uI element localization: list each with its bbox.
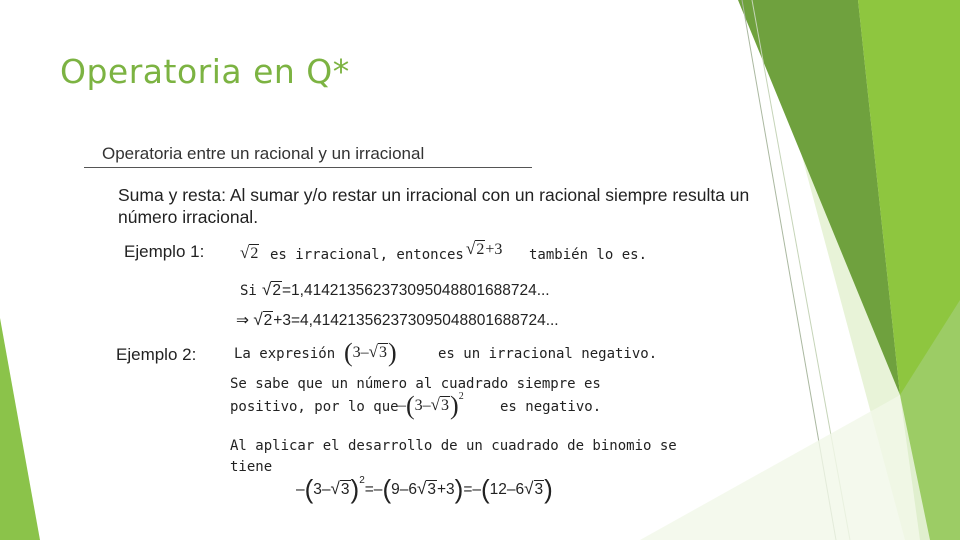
exponent: 2 [458,391,464,402]
subtitle-underline [84,167,532,168]
faint-wedge [640,395,930,540]
plus-three: +3 [436,481,455,498]
close-paren: ) [450,391,459,420]
example-2-label: Ejemplo 2: [116,345,197,364]
example-2-text-d: positivo, por lo que [230,399,399,415]
example-2-text-f: Al aplicar el desarrollo de un cuadrado de binomio se [230,438,677,454]
open-paren: ( [406,391,415,420]
example-2-text-e: es negativo. [500,399,602,415]
plus-three: +3 [485,241,503,258]
binomial-expansion-equation: $-(3-√3)^2=-(9-6√3+3)=-(12-6√3)$ [296,474,553,504]
example-2-text-b: es un irracional negativo. [438,346,658,362]
minus-six-2: –6 [506,481,525,498]
sqrt2-plus-3: √2+3 [466,239,503,258]
left-green-triangle [0,318,40,540]
radicand: 3 [441,397,450,414]
open-paren: ( [304,474,314,504]
slide-title: Operatoria en Q* [60,52,350,91]
intro-paragraph: Suma y resta: Al sumar y/o restar un irracional con un racional siempre resulta un número irracional. [118,185,750,227]
minus: – [422,397,431,414]
neg-square-expression: $-(3-√3)^2$ [398,391,464,420]
example-1-text-a: es irracional, entonces [270,247,464,263]
three: 3 [414,397,423,414]
example-1-label: Ejemplo 1: [124,242,205,261]
neg-sign: – [398,397,406,414]
close-paren: ) [350,474,360,504]
three: 3 [313,481,322,498]
sqrt2-decimal: =1,41421356237309504880168872 [281,282,529,299]
open-paren: ( [344,338,353,367]
example-2-text-g: tiene [230,459,273,475]
implies-arrow: ⇒ [236,312,249,329]
minus: – [321,481,331,498]
sum-decimal: =4,41421356237309504880168872 [290,312,538,329]
example-2-text-c: Se sabe que un número al cuadrado siempre es [230,376,601,392]
exponent: 2 [359,475,365,486]
radicand: 3 [427,481,436,498]
radicand: 3 [340,481,350,498]
twelve: 12 [489,481,507,498]
section-subtitle: Operatoria entre un racional y un irracional [102,144,425,163]
radicand: 2 [272,282,281,299]
sum-value-line: ⇒ √2+3=4,414213562373095048801688724... [236,310,559,329]
radicand: 2 [263,312,273,329]
si-label: Si [240,283,257,299]
sqrt2-expression: √2 [240,243,259,262]
nine: 9 [391,481,400,498]
close-paren: ) [454,474,464,504]
example-2-text-a: La expresión [234,346,336,362]
equals-neg: =– [364,481,383,498]
open-paren: ( [382,474,392,504]
equals-neg-2: =– [463,481,481,498]
minus: – [360,344,369,361]
sum-decimal-tail: 4... [537,312,559,329]
radicand: 3 [534,481,544,498]
minus-six: –6 [399,481,417,498]
sqrt2-decimal-tail: 4... [528,282,550,299]
radicand: 2 [476,241,485,258]
close-paren: ) [544,474,553,504]
open-paren: ( [481,474,490,504]
sqrt2-value-line: √2=1,414213562373095048801688724... [262,280,550,299]
radicand: 3 [379,344,388,361]
example-1-text-b: también lo es. [529,247,648,263]
three: 3 [352,344,361,361]
plus-three-2: +3 [273,312,291,329]
expression-3-minus-sqrt3: (3–√3) [344,338,397,367]
neg-sign: – [296,481,305,498]
close-paren: ) [388,338,397,367]
radicand: 2 [250,245,259,262]
